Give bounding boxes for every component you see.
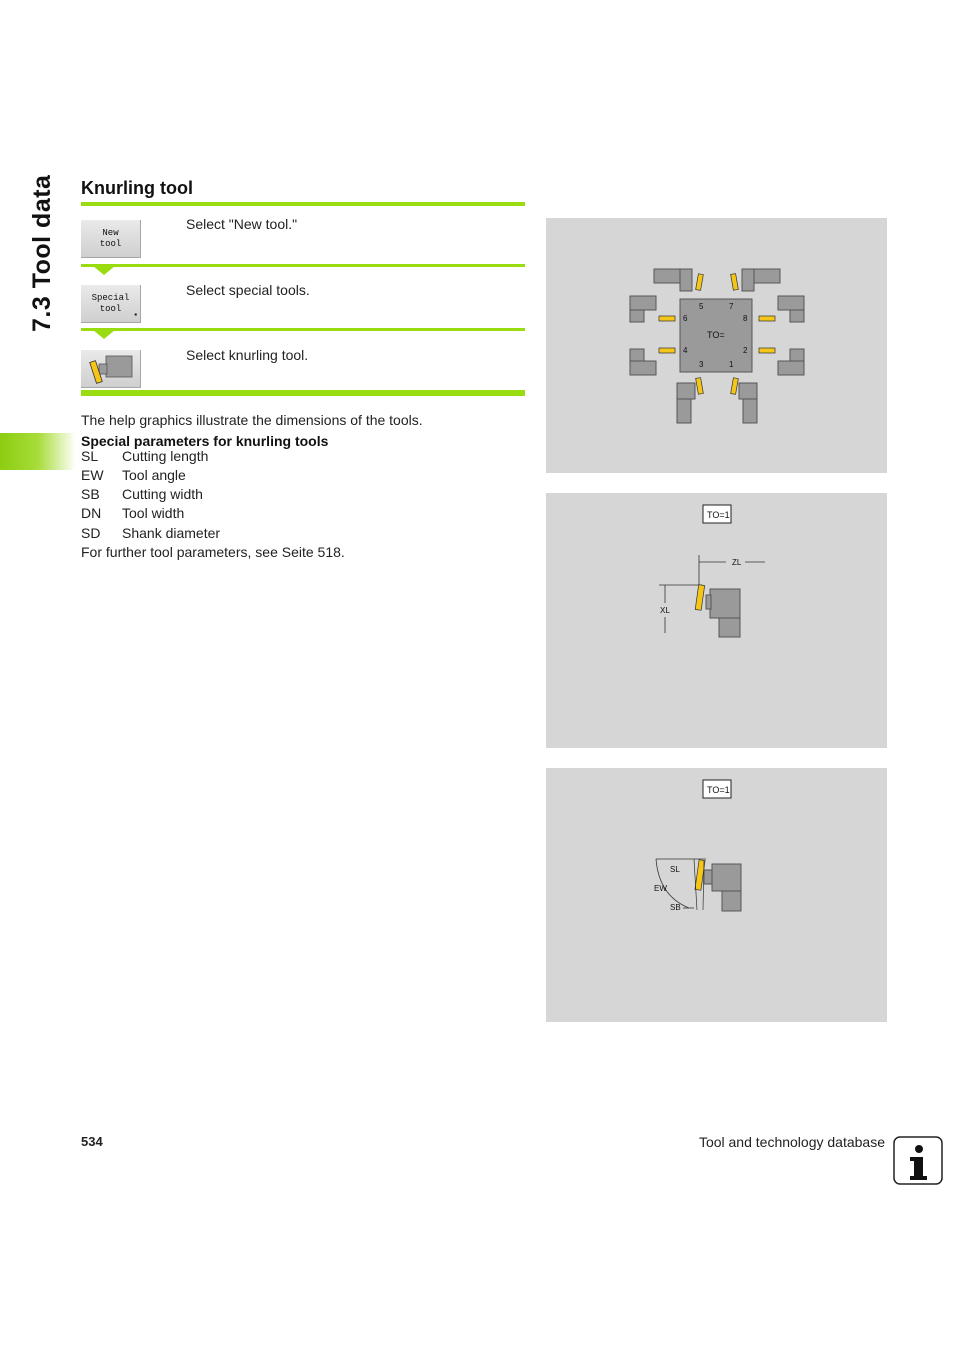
- dimension-graphic: [546, 493, 887, 748]
- param-desc: Cutting width: [122, 486, 203, 502]
- to-label: TO=1: [707, 785, 730, 795]
- chapter-side-title: 7.3 Tool data: [28, 174, 56, 332]
- softkey-label-line2: tool: [99, 238, 122, 249]
- softkey-label-line1: Special: [91, 292, 130, 303]
- step-text: Select knurling tool.: [186, 347, 309, 363]
- param-code: SB: [81, 486, 100, 502]
- orientation-number: 5: [699, 302, 704, 311]
- further-params-text: For further tool parameters, see Seite 518.: [81, 544, 345, 560]
- page-number: 534: [81, 1134, 103, 1149]
- orientation-number: 2: [743, 346, 748, 355]
- xl-label: XL: [660, 606, 670, 615]
- footer-chapter-title: Tool and technology database: [698, 1134, 885, 1150]
- orientation-graphic: [546, 218, 887, 473]
- ew-label: EW: [654, 884, 667, 893]
- special-tool-softkey[interactable]: [81, 285, 141, 323]
- new-tool-softkey[interactable]: [81, 220, 141, 258]
- params-heading: Special parameters for knurling tools: [81, 433, 329, 449]
- to-label: TO=1: [707, 510, 730, 520]
- angle-graphic: [546, 768, 887, 1022]
- info-icon: [893, 1136, 943, 1191]
- param-code: DN: [81, 505, 102, 521]
- param-desc: Shank diameter: [122, 525, 221, 541]
- param-desc: Tool angle: [122, 467, 186, 483]
- section-title: Knurling tool: [81, 178, 193, 198]
- orientation-number: 7: [729, 302, 734, 311]
- param-code: SD: [81, 525, 101, 541]
- sb-label: SB: [670, 903, 681, 912]
- orientation-number: 8: [743, 314, 748, 323]
- arrow-down-icon: [93, 330, 115, 339]
- knurling-tool-softkey[interactable]: [81, 350, 141, 388]
- arrow-down-icon: [93, 266, 115, 275]
- param-code: SL: [81, 448, 99, 464]
- table-top-rule: [81, 202, 525, 206]
- step-divider: [81, 328, 525, 331]
- orientation-number: 6: [683, 314, 688, 323]
- orientation-number: 3: [699, 360, 704, 369]
- softkey-label-line1: New: [102, 227, 119, 238]
- submenu-dot-icon: ▪: [133, 311, 138, 320]
- param-code: EW: [81, 467, 104, 483]
- orientation-number: 1: [729, 360, 734, 369]
- knurling-tool-icon: [81, 350, 140, 387]
- softkey-label-line2: tool: [99, 303, 122, 314]
- orientation-center-label: TO=: [707, 330, 725, 340]
- intro-text: The help graphics illustrate the dimensions of the tools.: [81, 412, 423, 428]
- table-bottom-rule: [81, 390, 525, 396]
- sl-label: SL: [670, 865, 680, 874]
- zl-label: ZL: [732, 558, 742, 567]
- param-desc: Tool width: [122, 505, 185, 521]
- orientation-number: 4: [683, 346, 688, 355]
- step-text: Select "New tool.": [186, 216, 298, 232]
- param-desc: Cutting length: [122, 448, 209, 464]
- chapter-tab-marker: [0, 433, 76, 470]
- step-text: Select special tools.: [186, 282, 310, 298]
- step-divider: [81, 264, 525, 267]
